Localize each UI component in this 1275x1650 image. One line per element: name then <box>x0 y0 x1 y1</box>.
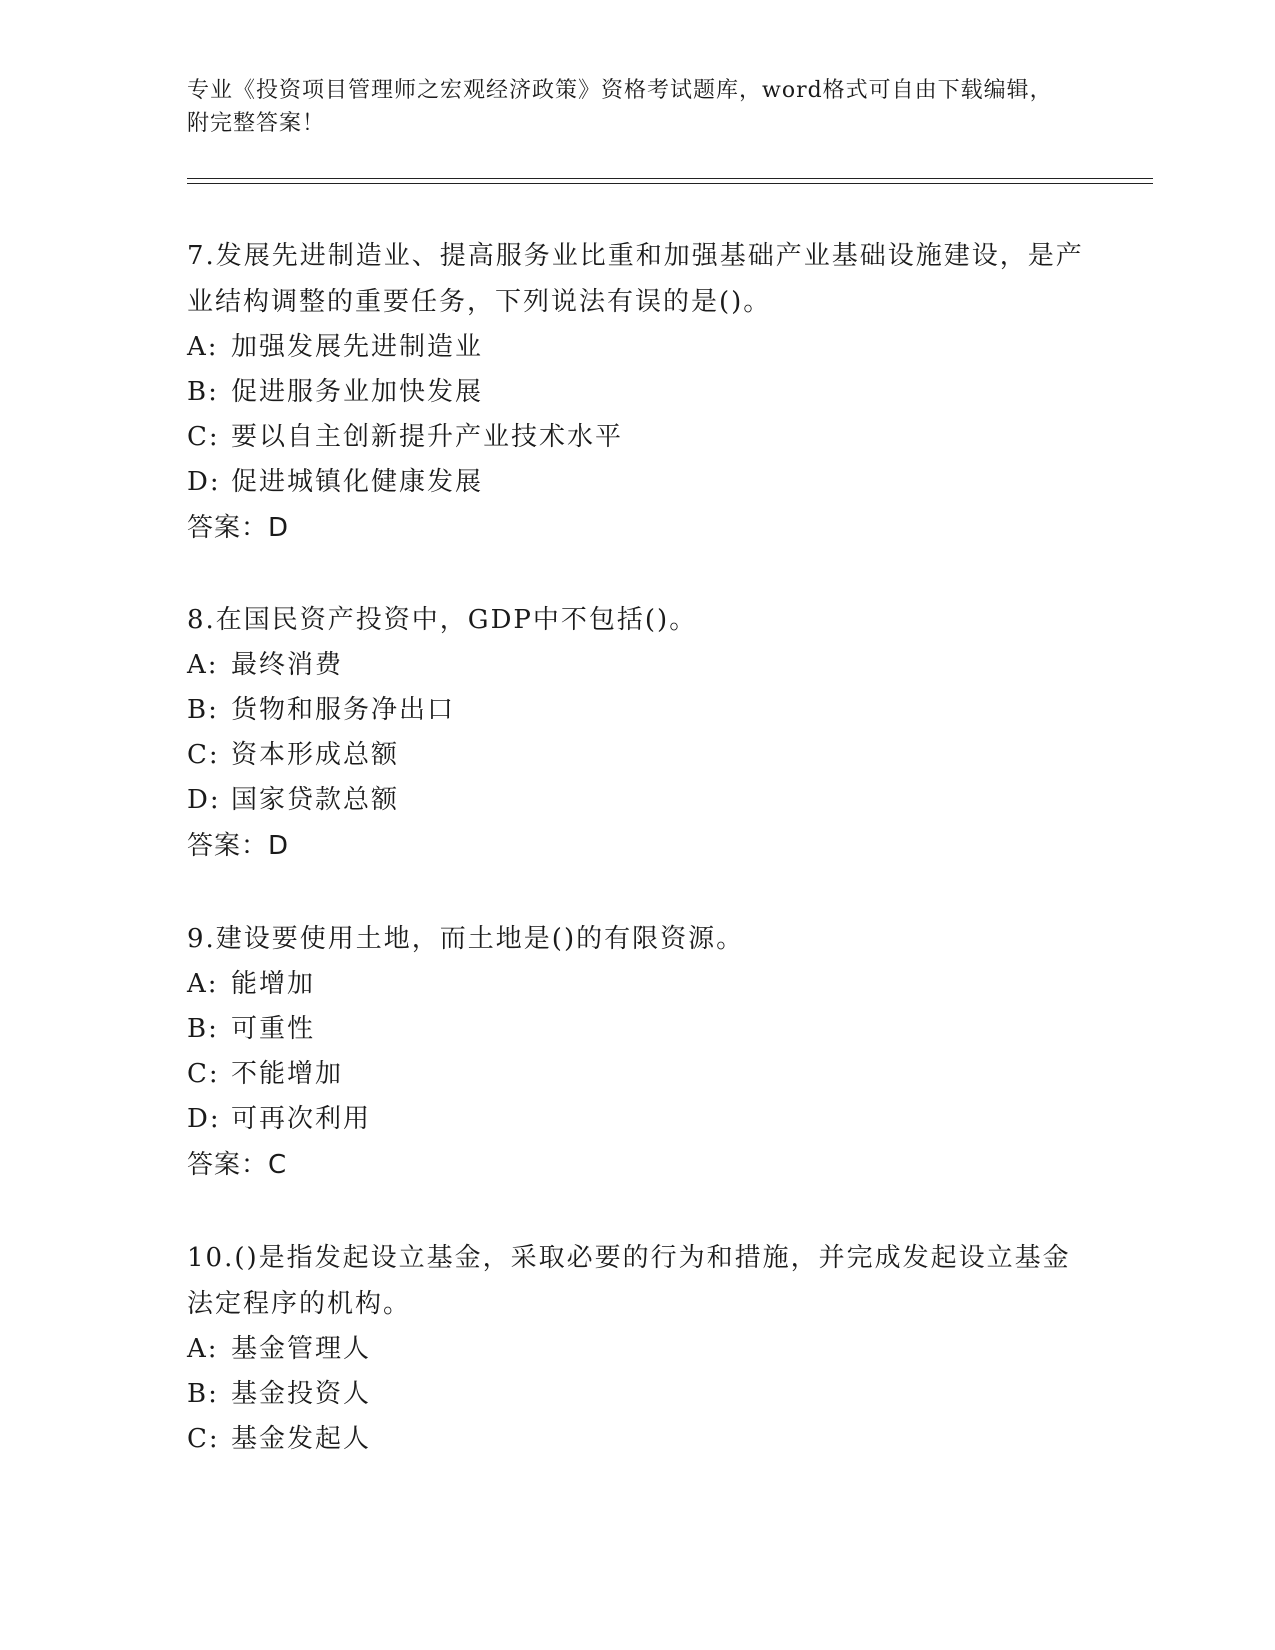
option-b <box>187 1007 1087 1052</box>
question-block-7 <box>187 233 1087 551</box>
option-d <box>187 1097 1087 1142</box>
option-letter: A: <box>187 332 219 362</box>
option-text: 基金投资人 <box>231 1379 372 1409</box>
question-stem: 8.在国民资产投资中，GDP中不包括()。 <box>187 605 698 635</box>
option-text: 可再次利用 <box>231 1104 372 1134</box>
option-b <box>187 688 1087 733</box>
option-letter: C: <box>187 422 220 452</box>
option-letter: B: <box>187 695 219 725</box>
option-text: 要以自主创新提升产业技术水平 <box>231 422 624 452</box>
option-letter: B: <box>187 1379 219 1409</box>
option-text: 资本形成总额 <box>231 740 400 770</box>
answer-line: 答案：D <box>187 513 290 543</box>
option-d <box>187 778 1087 823</box>
option-c <box>187 415 1087 460</box>
option-a <box>187 1327 1087 1372</box>
option-letter: B: <box>187 1014 219 1044</box>
question-block-9 <box>187 916 1087 1188</box>
answer-line: 答案：C <box>187 1150 288 1180</box>
option-text: 促进城镇化健康发展 <box>231 467 484 497</box>
option-b <box>187 1372 1087 1417</box>
option-d <box>187 460 1087 505</box>
option-text: 能增加 <box>231 969 316 999</box>
option-b <box>187 370 1087 415</box>
question-stem: 7.发展先进制造业、提高服务业比重和加强基础产业基础设施建设，是产业结构调整的重要任务，下列说法有误的是()。 <box>187 241 1084 317</box>
option-letter: B: <box>187 377 219 407</box>
option-letter: D: <box>187 467 221 497</box>
option-a <box>187 325 1087 370</box>
header-divider-top <box>187 178 1153 179</box>
header-divider-bottom <box>187 183 1153 184</box>
option-text: 促进服务业加快发展 <box>231 377 484 407</box>
option-c <box>187 1417 1087 1462</box>
option-letter: C: <box>187 1424 220 1454</box>
option-text: 不能增加 <box>231 1059 344 1089</box>
question-stem: 10.()是指发起设立基金，采取必要的行为和措施，并完成发起设立基金法定程序的机构。 <box>187 1243 1071 1319</box>
option-text: 基金管理人 <box>231 1334 372 1364</box>
option-text: 可重性 <box>231 1014 316 1044</box>
question-stem: 9.建设要使用土地，而土地是()的有限资源。 <box>187 924 745 954</box>
option-a <box>187 643 1087 688</box>
header-note: 专业《投资项目管理师之宏观经济政策》资格考试题库，word格式可自由下载编辑，附完整答案！ <box>187 78 1053 136</box>
option-text: 最终消费 <box>231 650 344 680</box>
question-block-10 <box>187 1235 1087 1462</box>
option-text: 加强发展先进制造业 <box>231 332 484 362</box>
option-letter: A: <box>187 969 219 999</box>
option-letter: C: <box>187 740 220 770</box>
option-c <box>187 733 1087 778</box>
option-letter: D: <box>187 1104 221 1134</box>
option-text: 基金发起人 <box>231 1424 372 1454</box>
option-c <box>187 1052 1087 1097</box>
option-letter: A: <box>187 650 219 680</box>
option-a <box>187 962 1087 1007</box>
option-text: 国家贷款总额 <box>231 785 400 815</box>
option-text: 货物和服务净出口 <box>231 695 456 725</box>
question-block-8 <box>187 597 1087 869</box>
option-letter: C: <box>187 1059 220 1089</box>
option-letter: D: <box>187 785 221 815</box>
answer-line: 答案：D <box>187 831 290 861</box>
option-letter: A: <box>187 1334 219 1364</box>
